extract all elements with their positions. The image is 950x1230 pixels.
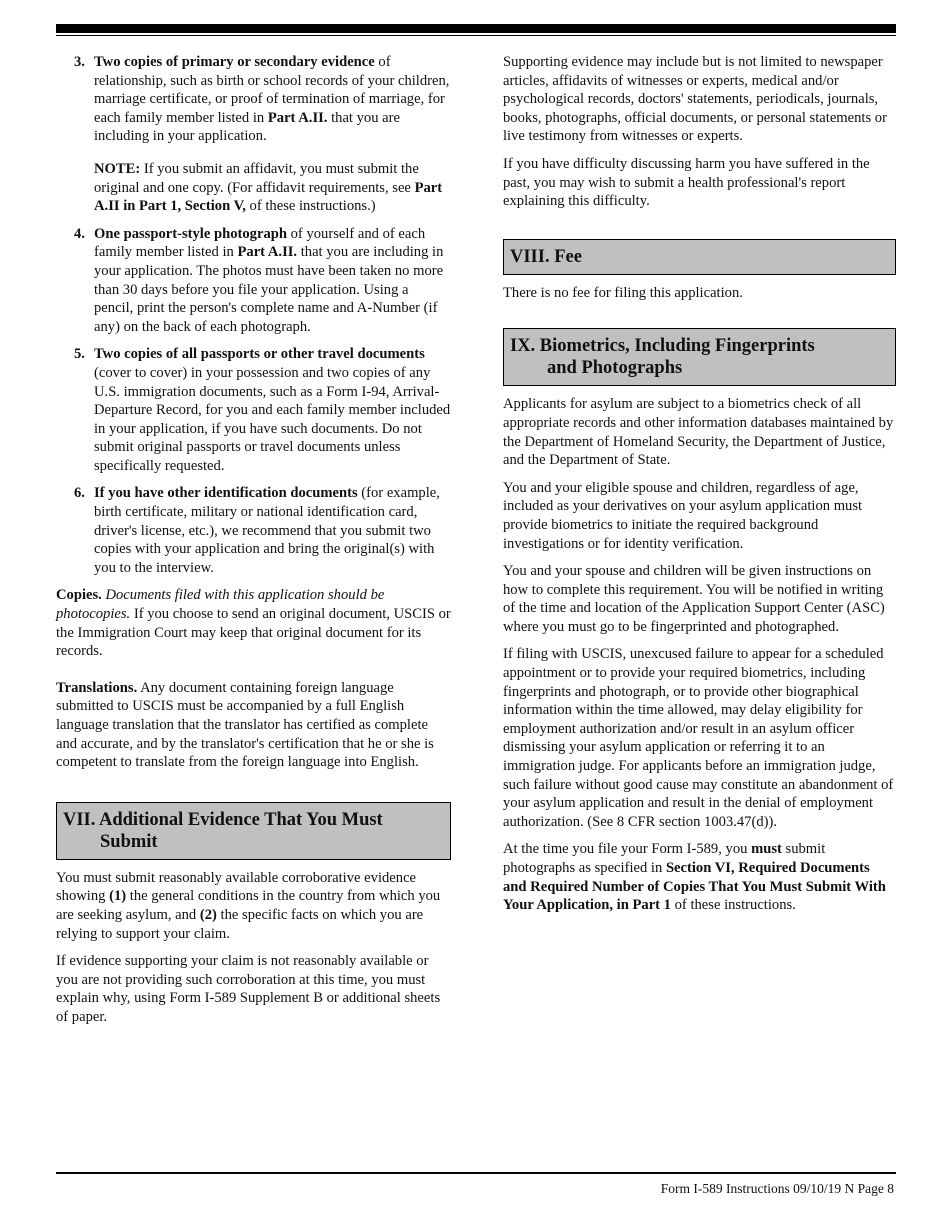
copies-paragraph (56, 586, 451, 660)
translations-paragraph (56, 679, 451, 772)
item-heading: One passport-style photograph (94, 225, 287, 242)
translations-text: Any document containing foreign language submitted to USCIS must be accompanied by a full English language translation that the translator has certified as complete and accurate, and by the translator's certification that he or she is competent to translate from the foreign language into English. (56, 679, 434, 771)
item-heading: Two copies of primary or secondary evidence (94, 54, 375, 70)
list-item-3 (56, 53, 451, 146)
list-number: 5. (74, 346, 85, 363)
section-9-header (503, 328, 896, 386)
paragraph-text: of these instructions. (670, 897, 796, 914)
emphasis: (1) (109, 888, 127, 905)
biometrics-paragraph-3: You and your spouse and children will be given instructions on how to complete this requirement. You will be notified in writing of the time and location of the Application Support Center (ASC) where you must go to be fingerprinted and photographed. (503, 563, 885, 635)
supporting-evidence-paragraph: Supporting evidence may include but is not limited to newspaper articles, affidavits of witnesses or experts, medical and/or psychological records, doctors' statements, periodicals, journals, books, photographs, official documents, or personal statements or live testimony from witnesses or experts. (503, 54, 887, 145)
item-text: of yourself and of each family member listed in (94, 225, 426, 261)
biometrics-paragraph-4: If filing with USCIS, unexcused failure to appear for a scheduled appointment or to provide your required biometrics, including fingerprints and photograph, or to provide other biographical information within the time allowed, may delay eligibility for employment authorization and/or result in an asylum officer dismissing your asylum application or referring it to an immigration judge. For applicants before an immigration judge, such failure without good cause may constitute an abandonment of your asylum application and result in the denial of employment authorization. (See 8 CFR section 1003.47(d)). (503, 646, 894, 830)
section-title: and Photographs (547, 358, 683, 379)
translations-label: Translations. (56, 679, 138, 696)
copies-italic: Documents filed with this application should be photocopies. (56, 587, 385, 623)
copies-label: Copies. (56, 587, 102, 604)
paragraph-text: the specific facts on which you are relying to support your claim. (56, 906, 424, 942)
item-text: of relationship, such as birth or school records of your children, marriage certificate, or proof of termination of marriage, for each family member listed in (94, 54, 450, 126)
note-text: of these instructions.) (245, 198, 376, 215)
list-number: 3. (74, 54, 85, 70)
item-text: that you are including in your application. (94, 109, 400, 145)
item-heading: If you have other identification documents (94, 485, 358, 502)
paragraph-text: You must submit reasonably available corroborative evidence showing (56, 869, 417, 905)
affidavit-note (56, 160, 451, 216)
biometrics-paragraph-5 (503, 840, 896, 914)
list-number: 4. (74, 225, 85, 242)
section-7-paragraph-1 (56, 869, 451, 943)
list-item-5 (56, 345, 451, 475)
list-number: 6. (74, 485, 85, 502)
section-7-header (56, 802, 451, 860)
top-rule-thin (56, 35, 896, 36)
section-7-paragraph-2: If evidence supporting your claim is not reasonably available or you are not providing such corroboration at this time, you must explain why, using Form I-589 Supplement B or additional sheets of paper. (56, 953, 441, 1025)
health-report-paragraph: If you have difficulty discussing harm you have suffered in the past, you may wish to submit a health professional's report explaining this difficulty. (503, 155, 870, 210)
paragraph-text: the general conditions in the country from which you are seeking asylum, and (56, 888, 441, 923)
emphasis: (2) (199, 906, 217, 923)
emphasis: Section VI, Required Documents and Required Number of Copies That You Must Submit With Your Application, in Part 1 (503, 860, 886, 914)
item-ref: Part A.II. (237, 244, 298, 261)
note-ref: Part A.II in Part 1, Section V, (94, 179, 443, 215)
item-text: (cover to cover) in your possession and two copies of any U.S. immigration documents, such as a Form I-94, Arrival-Departure Record, for you and each family member included in your application, if you have such documents. Do not submit original passports or travel documents unless specifically requested. (94, 364, 451, 474)
biometrics-paragraph-1: Applicants for asylum are subject to a biometrics check of all appropriate records and other information databases maintained by the Department of Homeland Security, the Department of Justice, and the Department of State. (503, 396, 894, 469)
list-item-4 (56, 225, 451, 337)
section-title: VII. Additional Evidence That You Must (63, 809, 383, 830)
item-ref: Part A.II. (267, 109, 328, 126)
item-text: (for example, birth certificate, military or national identification card, driver's license, etc.), we recommend that you submit two copies with your application and bring the original(s) with you to the interview. (94, 485, 440, 576)
bottom-rule (56, 1172, 896, 1174)
note-text: If you submit an affidavit, you must submit the original and one copy. (For affidavit requirements, see (94, 160, 419, 196)
section-title: VIII. Fee (510, 246, 582, 267)
paragraph-text: At the time you file your Form I-589, you (503, 841, 752, 858)
top-rule-thick (56, 24, 896, 33)
section-title: Submit (100, 831, 158, 852)
copies-text: If you choose to send an original document, USCIS or the Immigration Court may keep that original document for its records. (56, 606, 451, 660)
item-text: that you are including in your application. The photos must have been taken no more than 30 days before you file your application. Using a pencil, print the person's complete name and A-Number (if any) on the back of each photograph. (94, 244, 444, 335)
right-column (503, 53, 896, 924)
section-title: IX. Biometrics, Including Fingerprints (510, 336, 815, 357)
left-column (56, 53, 451, 1036)
biometrics-paragraph-2: You and your eligible spouse and children, regardless of age, included as your derivatives on your asylum application must provide biometrics to initiate the required background investigations or for identity verification. (503, 479, 863, 552)
fee-paragraph: There is no fee for filing this application. (503, 284, 743, 301)
note-label: NOTE: (94, 160, 141, 177)
item-heading: Two copies of all passports or other travel documents (94, 346, 425, 363)
page-footer: Form I-589 Instructions 09/10/19 N Page 8 (660, 1181, 894, 1196)
emphasis: must (751, 841, 782, 858)
section-8-header (503, 239, 896, 275)
paragraph-text: submit photographs as specified in (503, 841, 826, 876)
list-item-6 (56, 484, 451, 577)
